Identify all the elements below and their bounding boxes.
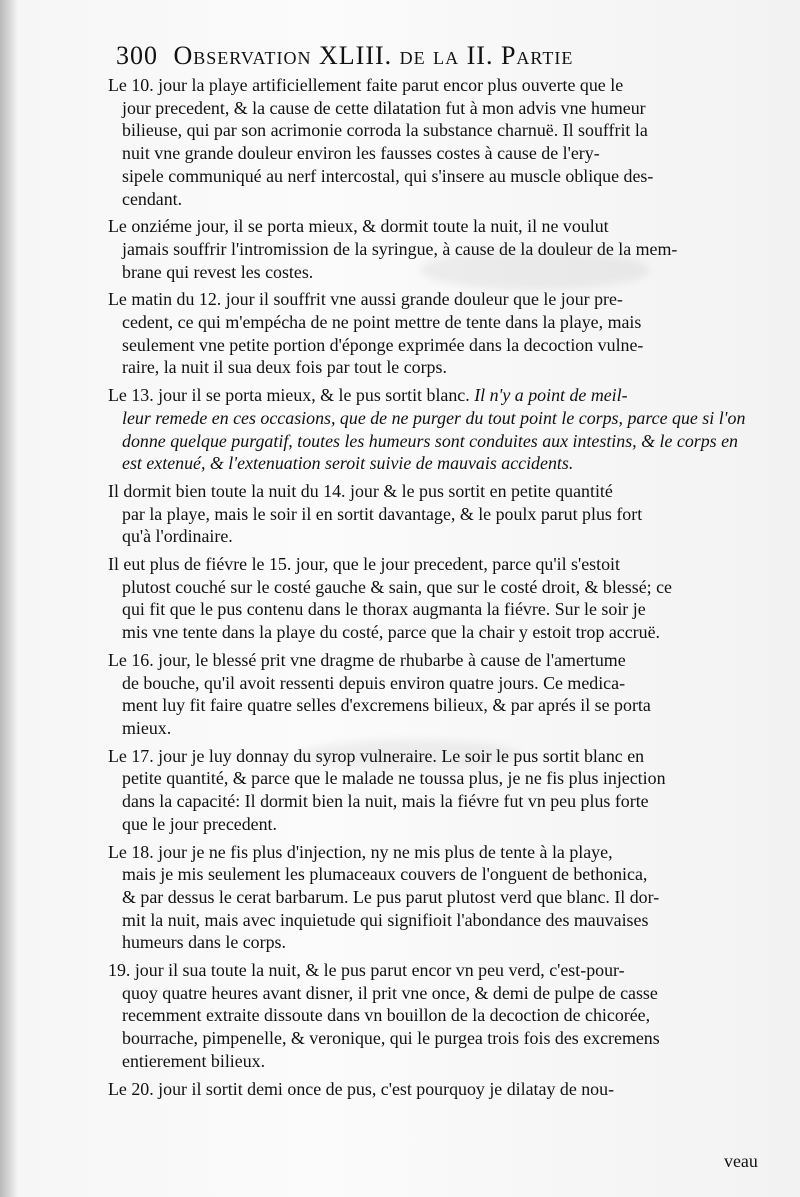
italic-text: Il n'y a point de meil- xyxy=(474,385,628,406)
text-line: qui fit que le pus contenu dans le thorax augmanta la fiévre. Sur le soir je xyxy=(122,599,646,620)
text-line: quoy quatre heures avant disner, il prit vne once, & demi de pulpe de casse xyxy=(122,982,658,1003)
text-line: 19. jour il sua toute la nuit, & le pus parut encor vn peu verd, c'est-pour- xyxy=(108,960,625,981)
text-line: mais je mis seulement les plumaceaux couvers de l'onguent de bethonica, xyxy=(122,864,648,885)
paragraph xyxy=(108,553,764,644)
text-line: mit la nuit, mais avec inquietude qui signifioit l'abondance des mauvaises xyxy=(122,909,649,930)
text-line: cendant. xyxy=(122,188,183,209)
catchword: veau xyxy=(724,1151,758,1171)
text-line: cedent, ce qui m'empécha de ne point mettre de tente dans la playe, mais xyxy=(122,312,642,333)
paragraph xyxy=(108,215,764,283)
text-line: recemment extraite dissoute dans vn bouillon de la decoction de chicorée, xyxy=(122,1005,651,1026)
running-header xyxy=(116,38,776,74)
paragraph xyxy=(108,288,764,379)
text-line: par la playe, mais le soir il en sortit davantage, & le poulx parut plus fort xyxy=(122,503,643,524)
paragraph xyxy=(108,480,764,548)
text-line: humeurs dans le corps. xyxy=(122,932,286,953)
text-line: ment luy fit faire quatre selles d'excremens bilieux, & par aprés il se porta xyxy=(122,695,651,716)
text-line: plutost couché sur le costé gauche & sain, que sur le costé droit, & blessé; ce xyxy=(122,576,672,597)
text-line: Le 17. jour je luy donnay du syrop vulneraire. Le soir le pus sortit blanc en xyxy=(108,745,645,766)
text-line: Le onziéme jour, il se porta mieux, & dormit toute la nuit, il ne voulut xyxy=(108,216,609,237)
text-line: entierement bilieux. xyxy=(122,1050,266,1071)
text-line: Le 18. jour je ne fis plus d'injection, ny ne mis plus de tente à la playe, xyxy=(108,841,613,862)
text-line: petite quantité, & parce que le malade ne toussa plus, je ne fis plus injection xyxy=(122,768,666,789)
body-text xyxy=(108,74,764,1105)
page-number: 300 xyxy=(116,41,158,70)
text-line: Le 16. jour, le blessé prit vne dragme de rhubarbe à cause de l'amertume xyxy=(108,649,626,670)
text-line xyxy=(108,430,764,453)
text-line: mis vne tente dans la playe du costé, parce que la chair y estoit trop accruë. xyxy=(122,622,660,643)
text-line: & par dessus le cerat barbarum. Le pus parut plutost verd que blanc. Il dor- xyxy=(122,886,660,907)
page-gutter-shadow xyxy=(0,0,18,1197)
text-line: nuit vne grande douleur environ les fausses costes à cause de l'ery- xyxy=(122,143,600,164)
text-line: qu'à l'ordinaire. xyxy=(122,526,233,547)
text-line: Le 10. jour la playe artificiellement faite parut encor plus ouverte que le xyxy=(108,75,624,95)
text-line: mieux. xyxy=(122,717,172,738)
paragraph xyxy=(108,384,764,475)
text-line: bilieuse, qui par son acrimonie corroda la substance charnuë. Il souffrit la xyxy=(122,120,648,141)
running-title: Observation XLIII. de la II. Partie xyxy=(173,41,574,70)
text-line: Le matin du 12. jour il souffrit vne aussi grande douleur que le jour pre- xyxy=(108,289,623,310)
paragraph xyxy=(108,1078,764,1101)
text-line: seulement vne petite portion d'éponge exprimée dans la decoction vulne- xyxy=(122,334,644,355)
italic-text: leur remede en ces occasions, que de ne purger du tout point le corps, parce que si l'on xyxy=(122,407,746,428)
italic-text: est extenué, & l'extenuation seroit suivie de mauvais accidents. xyxy=(122,453,574,474)
text-line: que le jour precedent. xyxy=(122,813,277,834)
italic-text: donne quelque purgatif, toutes les humeurs sont conduites aux intestins, & le corps en xyxy=(122,430,738,451)
text-line: dans la capacité: Il dormit bien la nuit, mais la fiévre fut vn peu plus forte xyxy=(122,791,649,812)
text-line: Le 20. jour il sortit demi once de pus, c'est pourquoy je dilatay de nou- xyxy=(108,1078,615,1099)
text-line xyxy=(108,384,764,407)
paragraph xyxy=(108,841,764,955)
text-line xyxy=(108,452,764,475)
roman-text: Le 13. jour il se porta mieux, & le pus sortit blanc. xyxy=(108,385,475,406)
text-line: de bouche, qu'il avoit ressenti depuis environ quatre jours. Ce medica- xyxy=(122,672,626,693)
text-line xyxy=(108,407,764,430)
text-line: jour precedent, & la cause de cette dilatation fut à mon advis vne humeur xyxy=(122,97,646,118)
paragraph xyxy=(108,959,764,1073)
text-line: Il eut plus de fiévre le 15. jour, que le jour precedent, parce qu'il s'estoit xyxy=(108,554,620,575)
paragraph xyxy=(108,74,764,210)
text-line: sipele communiqué au nerf intercostal, qui s'insere au muscle oblique des- xyxy=(122,165,654,186)
text-line: raire, la nuit il sua deux fois par tout le corps. xyxy=(122,357,447,378)
paragraph xyxy=(108,649,764,740)
paragraph xyxy=(108,745,764,836)
text-line: bourrache, pimpenelle, & veronique, qui le purgea trois fois des excremens xyxy=(122,1028,660,1049)
text-line: jamais souffrir l'intromission de la syringue, à cause de la douleur de la mem- xyxy=(122,238,678,259)
text-line: Il dormit bien toute la nuit du 14. jour & le pus sortit en petite quantité xyxy=(108,480,613,501)
text-line: brane qui revest les costes. xyxy=(122,261,314,282)
